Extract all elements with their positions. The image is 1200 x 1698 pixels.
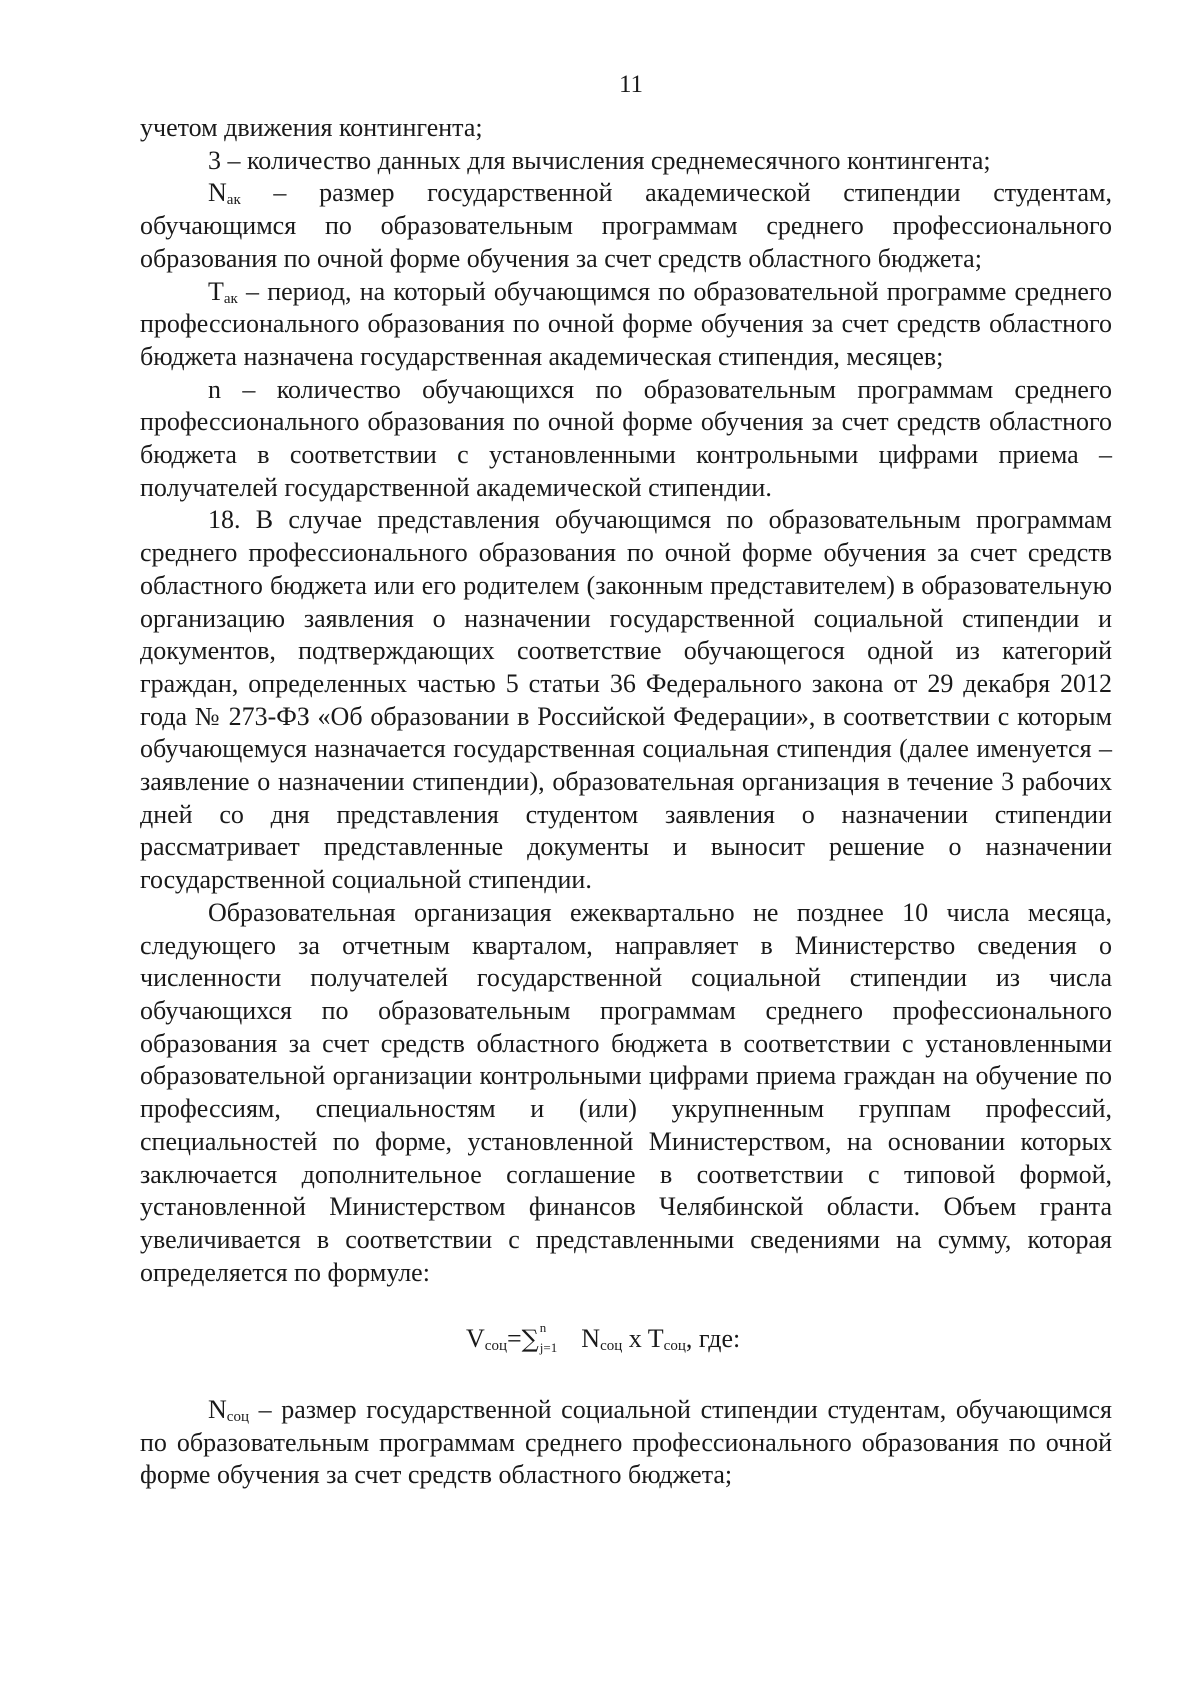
paragraph-t-ak-definition (140, 276, 1112, 374)
formula-v-soc (140, 1320, 1112, 1356)
paragraph-18: 18. В случае представления обучающимся по образовательным программам среднего профессионального образования по очной форме обучения за счет средств областного бюджета или его родителем (законным представителем) в образовательную организацию заявления о назначении государственной социальной стипендии и документов, подтверждающих соответствие обучающегося одной из категорий граждан, определенных частью 5 статьи 36 Федерального закона от 29 декабря 2012 года № 273-ФЗ «Об образовании в Российской Федерации», в соответствии с которым обучающемуся назначается государственная социальная стипендия (далее именуется – заявление о назначении стипендии), образовательная организация в течение 3 рабочих дней со дня представления студентом заявления о назначении стипендии рассматривает представленные документы и выносит решение о назначении государственной социальной стипендии. (140, 505, 1112, 895)
sum-upper-limit: n (539, 1320, 547, 1336)
formula-n-subscript: соц (600, 1338, 623, 1355)
n-ak-subscript: ак (226, 192, 241, 209)
formula-n: N (574, 1324, 601, 1354)
n-soc-symbol: N (208, 1395, 227, 1425)
formula-t-subscript: соц (663, 1338, 686, 1355)
n-ak-symbol: N (208, 178, 227, 208)
sum-lower-limit: j=1 (539, 1340, 558, 1356)
sum-sign: ∑ (521, 1325, 539, 1354)
formula-tail: , где: (685, 1324, 741, 1354)
t-ak-text: – период, на который обучающимся по образовательной программе среднего профессионального образования по очной форме обучения за счет средств областного бюджета назначена государственная академическая стипендия, месяцев; (140, 276, 1112, 371)
formula-v: V (466, 1324, 485, 1354)
paragraph-n-soc-definition (140, 1394, 1112, 1492)
page-number: 11 (618, 71, 644, 98)
paragraph-n-ak-definition (140, 177, 1112, 275)
sum-limits (539, 1320, 573, 1356)
paragraph-organization-reporting: Образовательная организация ежеквартально не позднее 10 числа месяца, следующего за отчетным кварталом, направляет в Министерство сведения о численности получателей государственной социальной стипендии из числа обучающихся по образовательным программам среднего профессионального образования за счет средств областного бюджета в соответствии с установленными образовательной организации контрольными цифрами приема граждан на обучение по профессиям, специальностям и (или) укрупненным группам профессий, специальностей по форме, установленной Министерством, на основании которых заключается дополнительное соглашение в соответствии с типовой формой, установленной Министерством финансов Челябинской области. Объем гранта увеличивается в соответствии с представленными сведениями на сумму, которая определяется по формуле: (140, 897, 1112, 1287)
formula-times-t: x T (622, 1324, 664, 1354)
document-body (140, 112, 1112, 1492)
n-soc-subscript: соц (226, 1409, 249, 1426)
paragraph-n-count-definition: n – количество обучающихся по образовательным программам среднего профессионального образования по очной форме обучения за счет средств областного бюджета в соответствии с установленными контрольными цифрами приема – получателей государственной академической стипендии. (140, 374, 1112, 502)
paragraph-continuation: учетом движения контингента; (140, 113, 483, 142)
paragraph-3-definition: 3 – количество данных для вычисления среднемесячного контингента; (208, 145, 991, 175)
formula-equals: = (506, 1324, 522, 1354)
t-ak-symbol: T (208, 276, 224, 306)
n-soc-text: – размер государственной социальной стипендии студентам, обучающимся по образовательным программам среднего профессионального образования по очной форме обучения за счет средств областного бюджета; (140, 1395, 1112, 1490)
t-ak-subscript: ак (223, 290, 238, 307)
n-ak-text: – размер государственной академической стипендии студентам, обучающимся по образовательным программам среднего профессионального образования по очной форме обучения за счет средств областного бюджета; (140, 178, 1112, 273)
formula-v-subscript: соц (484, 1338, 507, 1355)
